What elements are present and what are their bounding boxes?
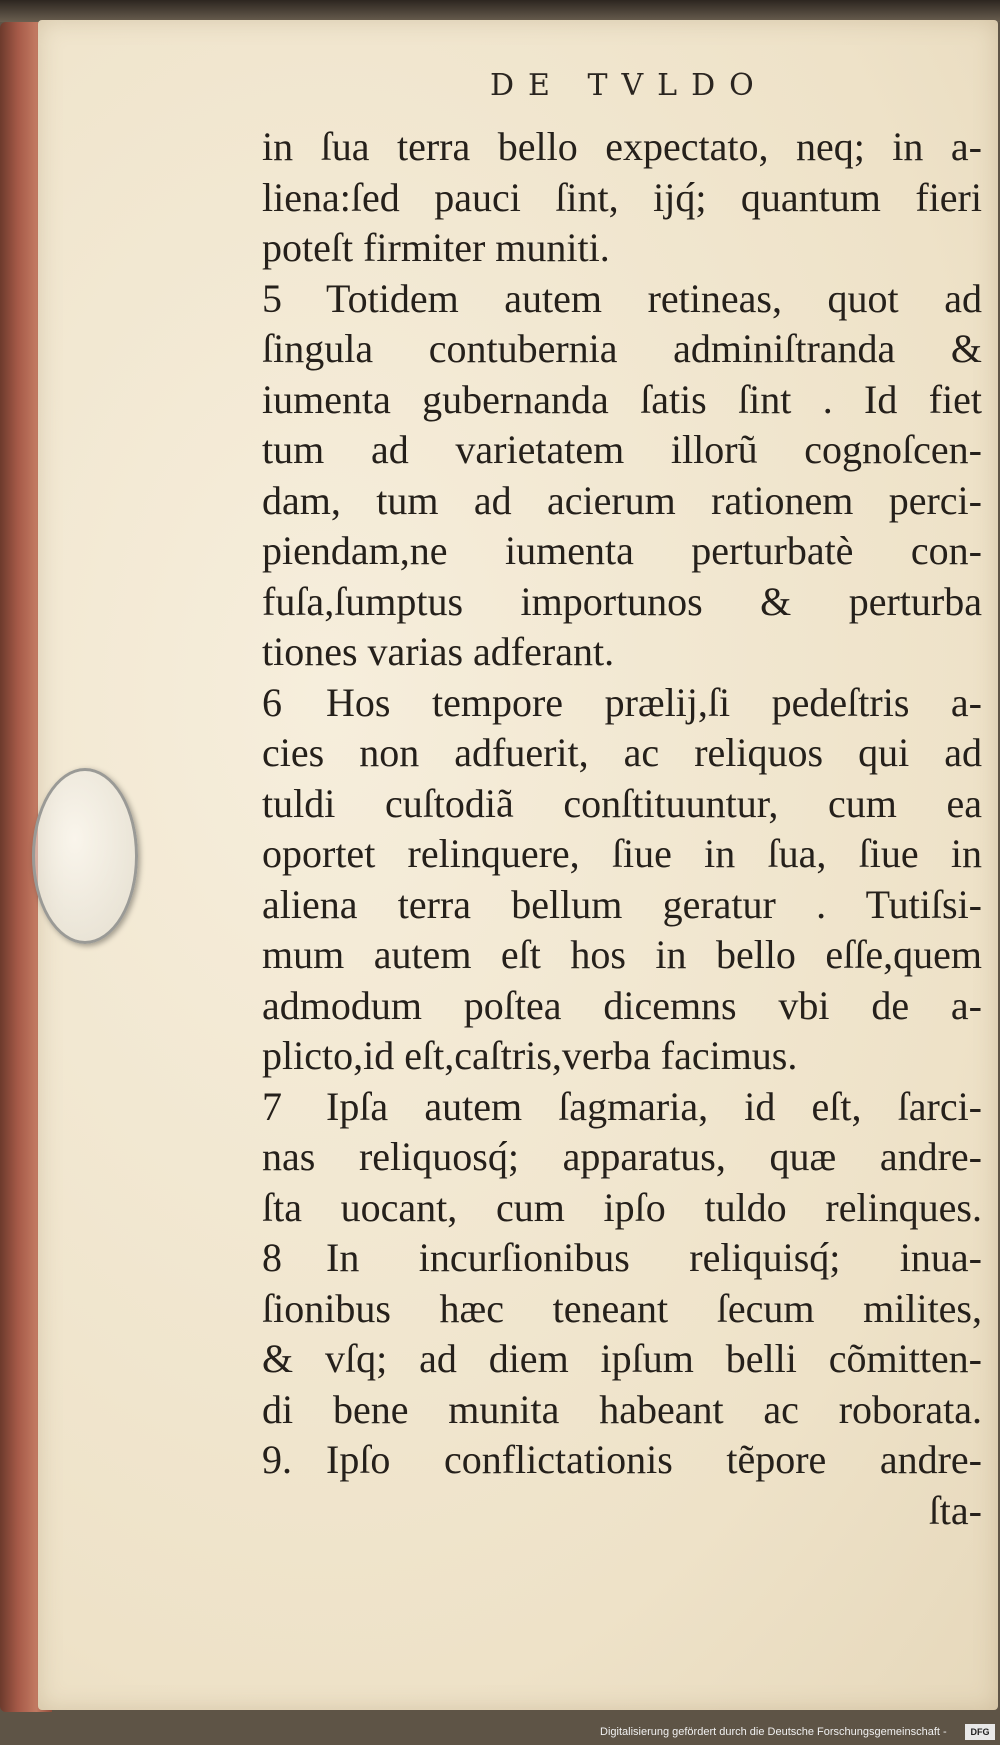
text-line	[262, 476, 982, 527]
line-text: ſionibus hæc teneant ſecum milites,	[262, 1285, 982, 1331]
text-line	[262, 1284, 982, 1335]
page-clip-ring	[32, 768, 138, 944]
line-text: Totidem autem retineas, quot ad	[326, 275, 982, 321]
paragraph-number: 5	[262, 275, 282, 321]
text-line	[262, 1082, 982, 1133]
line-text: plicto,id eſt,caſtris,verba facimus.	[262, 1033, 798, 1078]
line-text: cies non adfuerit, ac reliquos qui ad	[262, 730, 982, 775]
line-text: iumenta gubernanda ſatis ſint . Id fiet	[262, 376, 982, 422]
text-line	[262, 981, 982, 1032]
line-text: admodum poſtea dicemns vbi de a-	[262, 982, 982, 1028]
text-line	[262, 223, 982, 274]
line-text: dam, tum ad acierum rationem perci-	[262, 477, 982, 523]
line-text: mum autem eſt hos in bello eſſe,quem	[262, 932, 982, 977]
body-text	[262, 122, 982, 1536]
line-text: & vſq; ad diem ipſum belli cõmitten-	[262, 1336, 982, 1381]
line-text: in ſua terra bello expectato, neq; in a-	[262, 124, 982, 169]
line-text: Hos tempore prælij,ſi pedeſtris a-	[326, 679, 982, 725]
line-text: oportet relinquere, ſiue in ſua, ſiue in	[262, 831, 982, 876]
text-line	[262, 880, 982, 931]
text-line	[262, 274, 982, 325]
text-line	[262, 627, 982, 678]
text-line	[262, 173, 982, 224]
text-line	[262, 829, 982, 880]
digitization-credit: Digitalisierung gefördert durch die Deutsche Forschungsgemeinschaft -	[600, 1726, 947, 1738]
line-text: tiones varias adferant.	[262, 629, 615, 674]
line-text: liena:ſed pauci ſint, ijq́; quantum fieri	[262, 174, 982, 220]
text-line	[262, 1233, 982, 1284]
text-line	[262, 1031, 982, 1082]
paragraph-number: 7	[262, 1083, 282, 1129]
text-line	[262, 728, 982, 779]
scan-top-shadow	[0, 0, 1000, 22]
line-text: ſingula contubernia adminiſtranda &	[262, 326, 982, 371]
text-line	[262, 526, 982, 577]
line-text: fuſa,ſumptus importunos & perturba	[262, 578, 982, 624]
text-line	[262, 1183, 982, 1234]
text-line	[262, 779, 982, 830]
text-line	[262, 1435, 982, 1486]
text-line	[262, 1132, 982, 1183]
text-line	[262, 1334, 982, 1385]
text-line	[262, 1385, 982, 1436]
line-text: di bene munita habeant ac roborata.	[262, 1386, 982, 1432]
dfg-logo: DFG	[965, 1724, 995, 1740]
text-line	[262, 425, 982, 476]
line-text: nas reliquosq́; apparatus, quæ andre-	[262, 1134, 982, 1179]
line-text: ſta uocant, cum ipſo tuldo relinques.	[262, 1184, 982, 1230]
paragraph-number: 6	[262, 679, 282, 725]
line-text: tum ad varietatem illorũ cognoſcen-	[262, 427, 982, 472]
line-text: piendam,ne iumenta perturbatè con-	[262, 528, 982, 573]
text-line	[262, 122, 982, 173]
text-line	[262, 375, 982, 426]
text-line	[262, 678, 982, 729]
line-text: tuldi cuſtodiã conſtituuntur, cum ea	[262, 780, 982, 826]
running-head: DE TVLDO	[490, 68, 768, 103]
line-text: aliena terra bellum geratur . Tutiſsi-	[262, 881, 982, 927]
paragraph-number: 9.	[262, 1437, 292, 1482]
catchword: ſta-	[928, 1487, 982, 1533]
line-text: In incurſionibus reliquisq́; inua-	[326, 1235, 982, 1280]
line-text: Ipſo conflictationis tẽpore andre-	[326, 1437, 982, 1482]
text-line	[262, 577, 982, 628]
line-text: Ipſa autem ſagmaria, id eſt, ſarci-	[326, 1083, 982, 1129]
line-text: poteſt firmiter muniti.	[262, 225, 610, 270]
text-line	[262, 324, 982, 375]
text-line	[262, 930, 982, 981]
paragraph-number: 8	[262, 1235, 282, 1280]
